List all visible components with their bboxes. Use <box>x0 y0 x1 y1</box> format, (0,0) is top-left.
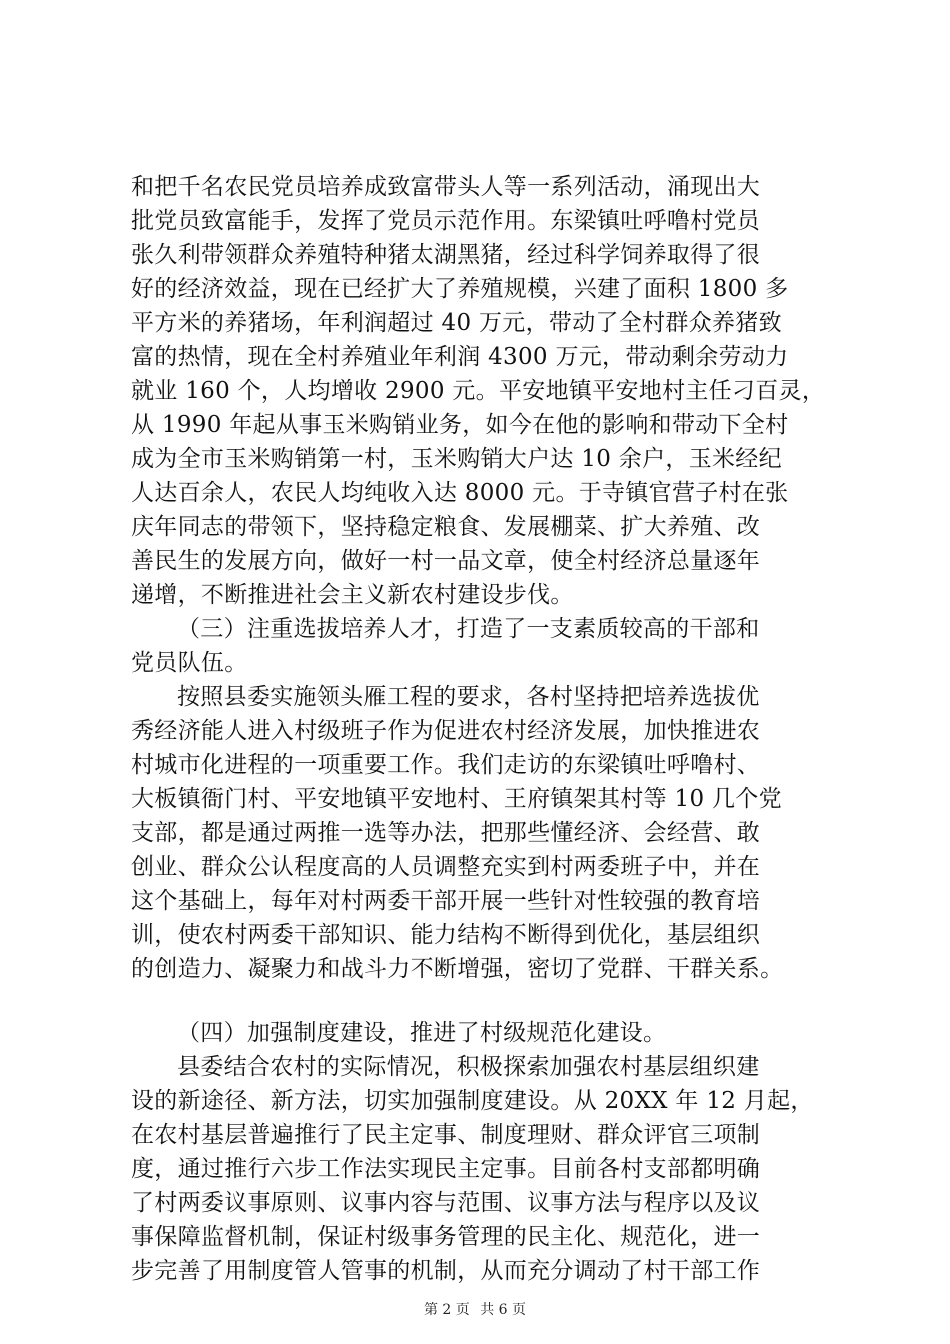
page-footer <box>0 1300 950 1320</box>
text-line: 县委结合农村的实际情况，积极探索加强农村基层组织建 <box>177 1054 760 1080</box>
text-line: 支部，都是通过两推一选等办法，把那些懂经济、会经营、敢 <box>131 820 761 846</box>
page-total: 共 6 页 <box>480 1302 527 1318</box>
text-line: 在农村基层普遍推行了民主定事、制度理财、群众评官三项制 <box>131 1122 761 1148</box>
text-line: 按照县委实施领头雁工程的要求，各村坚持把培养选拔优 <box>177 684 760 710</box>
page-number: 第 2 页 <box>423 1302 470 1318</box>
text-line: 度，通过推行六步工作法实现民主定事。目前各村支部都明确 <box>131 1156 761 1182</box>
text-line: 张久利带领群众养殖特种猪太湖黑猪，经过科学饲养取得了很 <box>131 242 761 268</box>
text-line: 训，使农村两委干部知识、能力结构不断得到优化，基层组织 <box>131 922 761 948</box>
text-line: 这个基础上，每年对村两委干部开展一些针对性较强的教育培 <box>131 888 761 914</box>
text-line: 大板镇衙门村、平安地镇平安地村、王府镇架其村等 10 几个党 <box>131 786 782 812</box>
text-line: 富的热情，现在全村养殖业年利润 4300 万元，带动剩余劳动力 <box>131 344 789 370</box>
text-line: 成为全市玉米购销第一村，玉米购销大户达 10 余户，玉米经纪 <box>131 446 782 472</box>
text-line: 从 1990 年起从事玉米购销业务，如今在他的影响和带动下全村 <box>131 412 789 438</box>
text-line: 就业 160 个，人均增收 2900 元。平安地镇平安地村主任刁百灵， <box>131 378 826 404</box>
text-line: 创业、群众公认程度高的人员调整充实到村两委班子中，并在 <box>131 854 761 880</box>
text-line: 平方米的养猪场，年利润超过 40 万元，带动了全村群众养猪致 <box>131 310 782 336</box>
text-line: 和把千名农民党员培养成致富带头人等一系列活动，涌现出大 <box>131 174 761 200</box>
section-heading: （三）注重选拔培养人才，打造了一支素质较高的干部和 <box>177 616 760 642</box>
text-line: 步完善了用制度管人管事的机制，从而充分调动了村干部工作 <box>131 1258 761 1284</box>
text-line: 庆年同志的带领下，坚持稳定粮食、发展棚菜、扩大养殖、改 <box>131 514 761 540</box>
text-line: 批党员致富能手，发挥了党员示范作用。东梁镇吐呼噜村党员 <box>131 208 761 234</box>
text-line: 人达百余人，农民人均纯收入达 8000 元。于寺镇官营子村在张 <box>131 480 789 506</box>
text-line: 的创造力、凝聚力和战斗力不断增强，密切了党群、干群关系。 <box>131 956 784 982</box>
text-line: 善民生的发展方向，做好一村一品文章，使全村经济总量逐年 <box>131 548 761 574</box>
text-line: 了村两委议事原则、议事内容与范围、议事方法与程序以及议 <box>131 1190 761 1216</box>
section-heading: （四）加强制度建设，推进了村级规范化建设。 <box>177 1020 667 1046</box>
text-line: 村城市化进程的一项重要工作。我们走访的东梁镇吐呼噜村、 <box>131 752 761 778</box>
text-line: 事保障监督机制，保证村级事务管理的民主化、规范化，进一 <box>131 1224 761 1250</box>
section-heading: 党员队伍。 <box>131 650 248 676</box>
text-line: 好的经济效益，现在已经扩大了养殖规模，兴建了面积 1800 多 <box>131 276 789 302</box>
text-line: 秀经济能人进入村级班子作为促进农村经济发展，加快推进农 <box>131 718 761 744</box>
text-line: 递增，不断推进社会主义新农村建设步伐。 <box>131 582 574 608</box>
text-line: 设的新途径、新方法，切实加强制度建设。从 20XX 年 12 月起， <box>131 1088 814 1114</box>
